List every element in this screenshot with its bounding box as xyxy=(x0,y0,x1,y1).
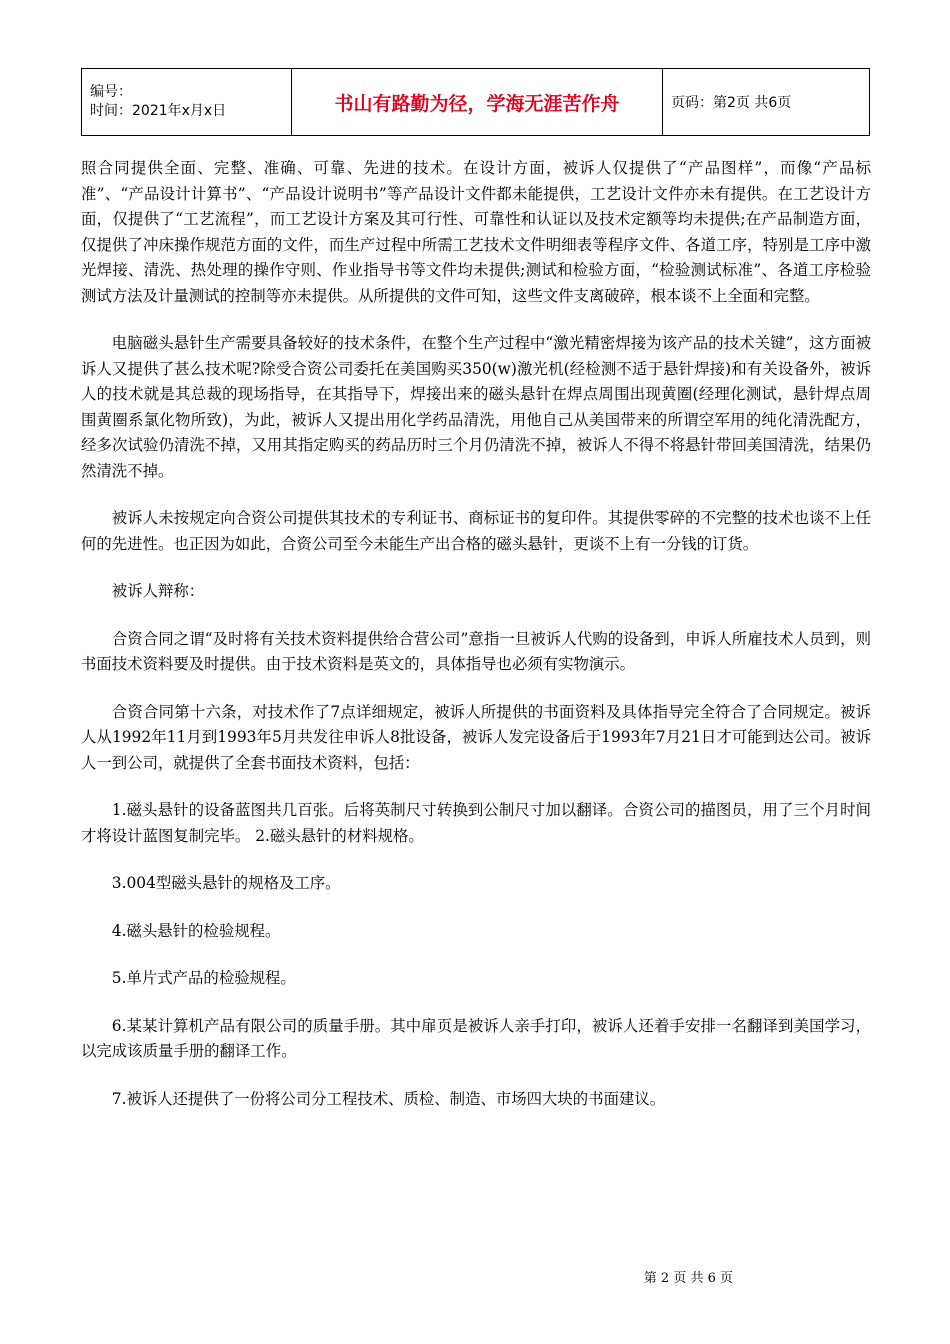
paragraph: 被诉人辩称： xyxy=(111,582,205,600)
list-item: 7.被诉人还提供了一份将公司分工程技术、质检、制造、市场四大块的书面建议。 xyxy=(111,1089,666,1108)
list-item: 6.某某计算机产品有限公司的质量手册。其中扉页是被诉人亲手打印，被诉人还着手安排一名翻译到美国学习，以完成该质量手册的翻译工作。 xyxy=(81,1016,871,1060)
header-motto: 书山有路勤为径，学海无涯苦作舟 xyxy=(292,69,663,136)
document-date: 时间：2021年x月x日 xyxy=(90,103,227,119)
list-item: 3.004型磁头悬针的规格及工序。 xyxy=(111,874,341,892)
list-item: 1.磁头悬针的设备蓝图共几百张。后将英制尺寸转换到公制尺寸加以翻译。合资公司的描图员，用了三个月时间才将设计蓝图复制完毕。 2.磁头悬针的材料规格。 xyxy=(81,801,871,845)
paragraph: 合资合同之谓“及时将有关技术资料提供给合营公司”意指一旦被诉人代购的设备到，申诉人所雇技术人员到，则书面技术资料要及时提供。由于技术资料是英文的，具体指导也必须有实物演示。 xyxy=(81,629,871,673)
paragraph: 合资合同第十六条，对技术作了7点详细规定，被诉人所提供的书面资料及具体指导完全符合了合同规定。被诉人从1992年11月到1993年5月共发往申诉人8批设备，被诉人发完设备后于1993年7月21日才可能到达公司。被诉人一到公司，就提供了全套书面技术资料，包括： xyxy=(81,702,871,772)
paragraph: 照合同提供全面、完整、准确、可靠、先进的技术。在设计方面，被诉人仅提供了“产品图样”，而像“产品标准”、“产品设计计算书”、“产品设计说明书”等产品设计文件都未能提供，工艺设计文件亦未有提供。在工艺设计方面，仅提供了“工艺流程”，而工艺设计方案及其可行性、可靠性和认证以及技术定额等均未提供;在产品制造方面，仅提供了冲床操作规范方面的文件，而生产过程中所需工艺技术文件明细表等程序文件、各道工序，特别是工序中激光焊接、清洗、热处理的操作守则、作业指导书等文件均未提供;测试和检验方面，“检验测试标准”、各道工序检验测试方法及计量测试的控制等亦未提供。从所提供的文件可知，这些文件支离破碎，根本谈不上全面和完整。 xyxy=(81,159,871,305)
document-body xyxy=(81,156,871,1134)
paragraph: 电脑磁头悬针生产需要具备较好的技术条件，在整个生产过程中“激光精密焊接为该产品的技术关键”，这方面被诉人又提供了甚么技术呢?除受合资公司委托在美国购买350(w)激光机(经检测不适于悬针焊接)和有关设备外，被诉人的技术就是其总裁的现场指导，在其指导下，焊接出来的磁头悬针在焊点周围出现黄圈(经理化测试，悬针焊点周围黄圈系氯化物所致)，为此，被诉人又提出用化学药品清洗，用他自己从美国带来的所谓空军用的纯化清洗配方，经多次试验仍清洗不掉，又用其指定购买的药品历时三个月仍清洗不掉，被诉人不得不将悬针带回美国清洗，结果仍然清洗不掉。 xyxy=(81,334,871,480)
header-meta xyxy=(82,69,292,136)
list-item: 4.磁头悬针的检验规程。 xyxy=(111,921,281,940)
document-number-label: 编号： xyxy=(90,84,132,100)
paragraph: 被诉人未按规定向合资公司提供其技术的专利证书、商标证书的复印件。其提供零碎的不完整的技术也谈不上任何的先进性。也正因为如此，合资公司至今未能生产出合格的磁头悬针，更谈不上有一分钱的订货。 xyxy=(81,509,871,553)
list-item: 5.单片式产品的检验规程。 xyxy=(111,969,296,987)
header-page-info: 页码：第2页 共6页 xyxy=(663,69,870,136)
document-header xyxy=(81,68,870,136)
page-footer: 第 2 页 共 6 页 xyxy=(643,1271,733,1286)
